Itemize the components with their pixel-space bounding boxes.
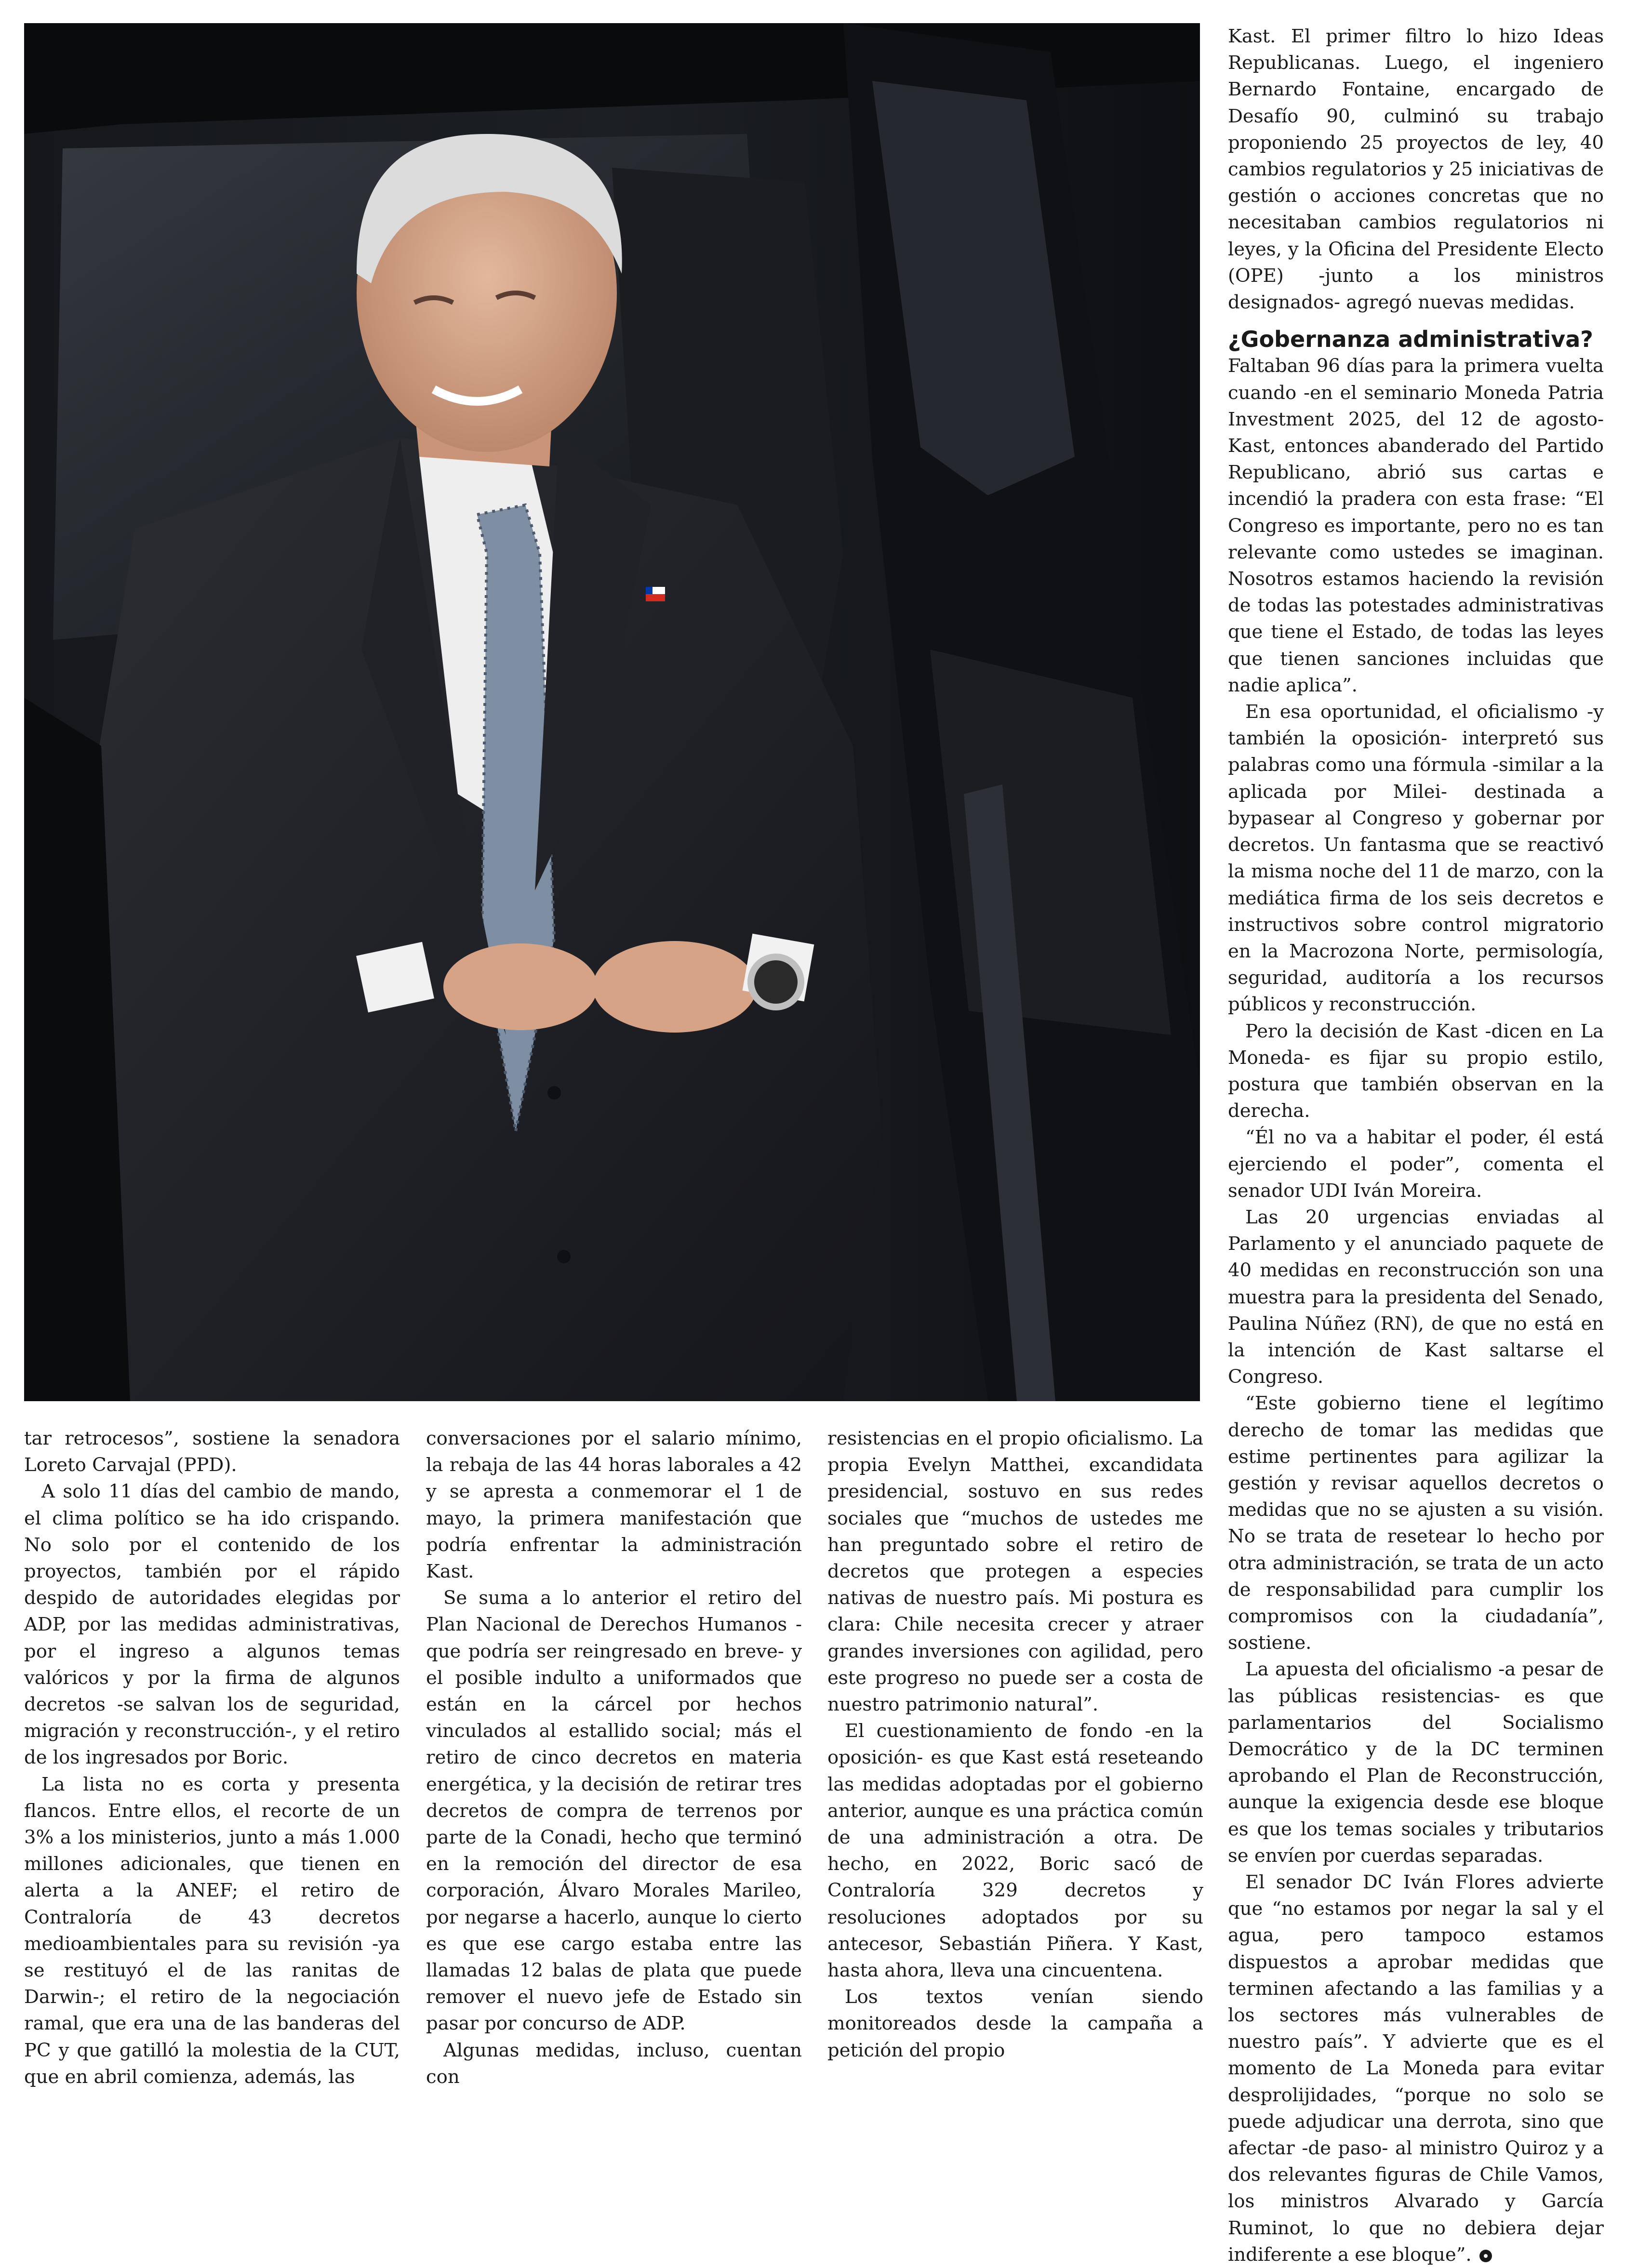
- paragraph: Faltaban 96 días para la primera vuelta cuando -en el seminario Moneda Patria Investment 2025, del 12 de agosto- Kast, entonces abanderado del Partido Republicano, abrió sus cartas e incendió la pradera con esta frase: “El Congreso es importante, pero no es tan relevante como ustedes se imaginan. Nosotros estamos haciendo la revisión de todas las potestades administrativas que tiene el Estado, de todas las leyes que tienen sanciones incluidas que nadie aplica”.: [1228, 355, 1604, 696]
- paragraph: tar retrocesos”, sostiene la senadora Loreto Carvajal (PPD).: [24, 1428, 400, 1476]
- paragraph: Algunas medidas, incluso, cuentan con: [426, 2039, 802, 2088]
- paragraph: Las 20 urgencias enviadas al Parlamento y el anunciado paquete de 40 medidas en reconstrucción son una muestra para la presidenta del Senado, Paulina Núñez (RN), de que no está en la intención de Kast saltarse el Congreso.: [1228, 1206, 1604, 1388]
- article-column-2: [426, 1425, 802, 2090]
- paragraph-text: El senador DC Iván Flores advierte que “no estamos por negar la sal y el agua, pero tampoco estamos dispuestos a aprobar medidas que terminen afectando a las familias y a los sectores más vulnerables de nuestro país”. Y advierte que es el momento de La Moneda para evitar desprolijidades, “porque no solo se puede adjudicar una derrota, sino que afectar -de paso- al ministro Quiroz y a dos relevantes figuras de Chile Vamos, los ministros Alvarado y García Ruminot, lo que no debiera dejar indiferente a ese bloque”.: [1228, 1871, 1604, 2266]
- paragraph: Kast. El primer filtro lo hizo Ideas Republicanas. Luego, el ingeniero Bernardo Fontaine, encargado de Desafío 90, culminó su trabajo proponiendo 25 proyectos de ley, 40 cambios regulatorios y 25 iniciativas de gestión o acciones concretas que no necesitaban cambios regulatorios ni leyes, y la Oficina del Presidente Electo (OPE) -junto a los ministros designados- agregó nuevas medidas.: [1228, 26, 1604, 314]
- paragraph: “Este gobierno tiene el legítimo derecho de tomar las medidas que estime pertinentes para agilizar la gestión y revisar aquellos decretos o medidas que no se ajusten a su visión. No se trata de resetear lo hecho por otra administración, se trata de un acto de responsabilidad para cumplir los compromisos con la ciudadanía”, sostiene.: [1228, 1393, 1604, 1654]
- paragraph: El cuestionamiento de fondo -en la oposición- es que Kast está reseteando las medidas adoptadas por el gobierno anterior, aunque es una práctica común de una administración a otra. De hecho, en 2022, Boric sacó de Contraloría 329 decretos y resoluciones adoptados por su antecesor, Sebastián Piñera. Y Kast, hasta ahora, lleva una cincuentena.: [827, 1720, 1203, 1982]
- paragraph: conversaciones por el salario mínimo, la rebaja de las 44 horas laborales a 42 y se apresta a conmemorar el 1 de mayo, la primera manifestación que podría enfrentar la administración Kast.: [426, 1428, 802, 1583]
- paragraph: resistencias en el propio oficialismo. La propia Evelyn Matthei, excandidata presidencial, sostuvo en sus redes sociales que “muchos de ustedes me han preguntado sobre el retiro de decretos que protegen a especies nativas de nuestro país. Mi postura es clara: Chile necesita crecer y atraer grandes inversiones con agilidad, pero este progreso no puede ser a costa de nuestro patrimonio natural”.: [827, 1428, 1203, 1716]
- article-photo: [24, 23, 1200, 1401]
- paragraph: A solo 11 días del cambio de mando, el clima político se ha ido crispando. No solo por el contenido de los proyectos, también por el rápido despido de autoridades elegidas por ADP, por las medidas administrativas, por el ingreso a algunos temas valóricos y por la firma de algunos decretos -se salvan los de seguridad, migración y reconstrucción-, y el retiro de los ingresados por Boric.: [24, 1481, 400, 1769]
- end-of-article-icon: [1479, 2250, 1492, 2262]
- paragraph: [1228, 1869, 1604, 2268]
- paragraph: La apuesta del oficialismo -a pesar de las públicas resistencias- es que parlamentarios del Socialismo Democrático y de la DC terminen aprobando el Plan de Reconstrucción, aunque la exigencia desde ese bloque es que los temas sociales y tributarios se envíen por cuerdas separadas.: [1228, 1658, 1604, 1867]
- paragraph: Los textos venían siendo monitoreados desde la campaña a petición del propio: [827, 1986, 1203, 2061]
- article-column-1: [24, 1425, 400, 2090]
- article-column-4: [1228, 23, 1604, 2268]
- paragraph: “Él no va a habitar el poder, él está ejerciendo el poder”, comenta el senador UDI Iván Moreira.: [1228, 1127, 1604, 1202]
- paragraph: Pero la decisión de Kast -dicen en La Moneda- es fijar su propio estilo, postura que también observan en la derecha.: [1228, 1020, 1604, 1122]
- article-column-3: [827, 1425, 1203, 2064]
- paragraph: La lista no es corta y presenta flancos. Entre ellos, el recorte de un 3% a los ministerios, junto a más 1.000 millones adicionales, que tienen en alerta a la ANEF; el retiro de Contraloría de 43 decretos medioambientales para su revisión -ya se restituyó el de las ranitas de Darwin-; el retiro de la negociación ramal, que era una de las banderas del PC y que gatilló la molestia de la CUT, que en abril comienza, además, las: [24, 1773, 400, 2088]
- paragraph: Se suma a lo anterior el retiro del Plan Nacional de Derechos Humanos -que podría ser reingresado en breve- y el posible indulto a uniformados que están en la cárcel por hechos vinculados al estallido social; más el retiro de cinco decretos en materia energética, y la decisión de retirar tres decretos de compra de terrenos por parte de la Conadi, hecho que terminó en la remoción del director de esa corporación, Álvaro Morales Marileo, por negarse a hacerlo, aunque lo cierto es que ese cargo estaba entre las llamadas 12 balas de plata que puede remover el nuevo jefe de Estado sin pasar por concurso de ADP.: [426, 1587, 802, 2035]
- paragraph: En esa oportunidad, el oficialismo -y también la oposición- interpretó sus palabras como una fórmula -similar a la aplicada por Milei- destinada a bypasear al Congreso y gobernar por decretos. Un fantasma que se reactivó la misma noche del 11 de marzo, con la mediática firma de los seis decretos e instructivos sobre control migratorio en la Macrozona Norte, permisología, seguridad, auditoría a los recursos públicos y reconstrucción.: [1228, 701, 1604, 1016]
- man-in-suit-at-car-photo-icon: [24, 23, 1200, 1401]
- section-heading: ¿Gobernanza administrativa?: [1228, 326, 1593, 353]
